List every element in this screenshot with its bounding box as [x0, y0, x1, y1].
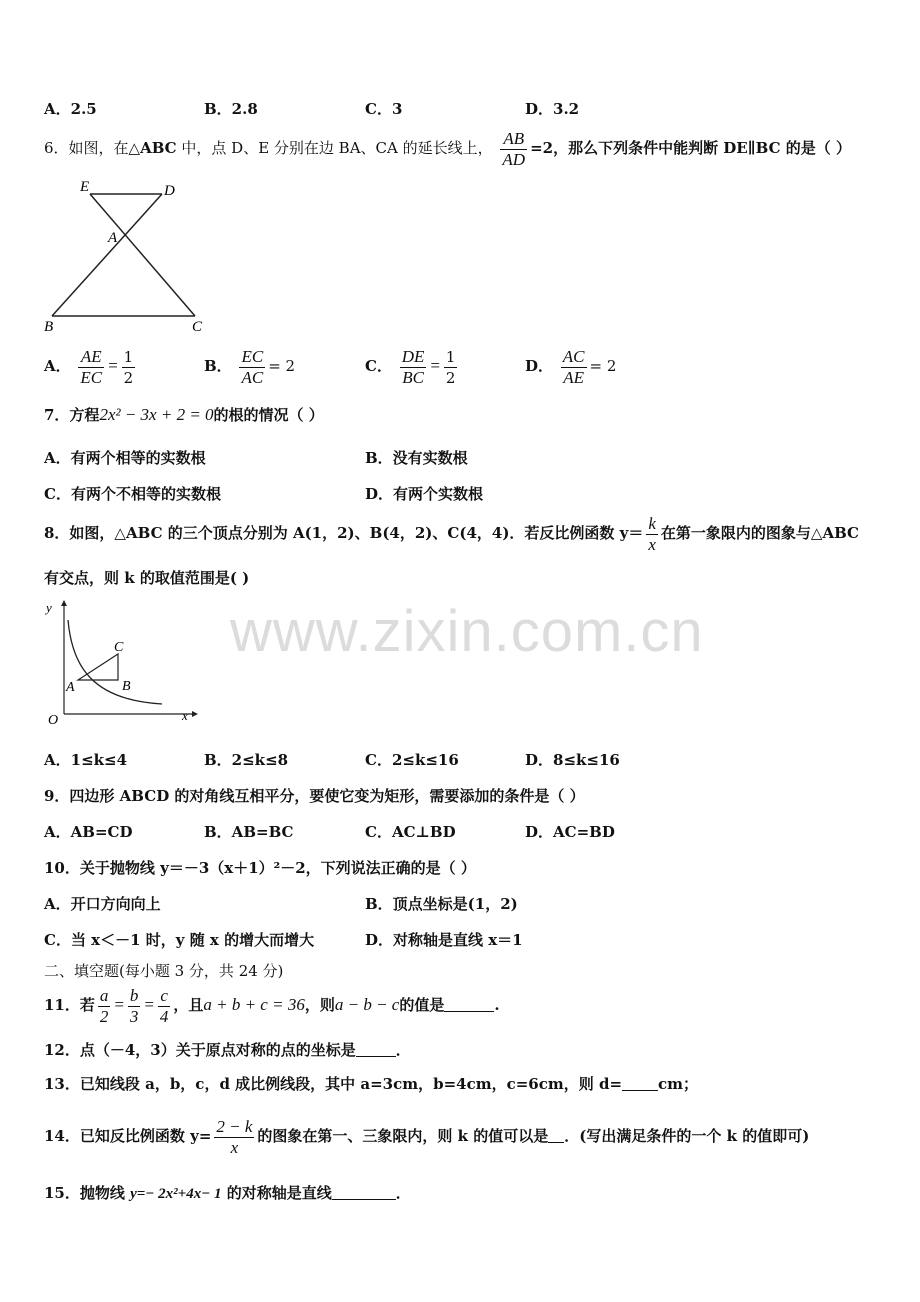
q8-label-x: x — [182, 708, 188, 723]
q8-frac-num: k — [648, 513, 656, 533]
q5-option-a[interactable]: A．2.5 — [44, 100, 97, 118]
q6-suffix: =2，那么下列条件中能判断 DE∥BC 的是（ ） — [530, 139, 852, 157]
q6-option-b-fraction — [239, 347, 265, 388]
q8-option-a[interactable]: A．1≤k≤4 — [44, 751, 128, 769]
q10-option-b[interactable]: B．顶点坐标是(1，2) — [365, 895, 518, 913]
q6-option-d-rhs: = 2 — [589, 357, 617, 375]
q6-option-c-num: DE — [401, 346, 425, 366]
q12-text: 12．点（－4，3）关于原点对称的点的坐标是 — [44, 1041, 356, 1059]
q6-triangle: △ABC — [128, 139, 177, 157]
q11-frac-b-den: 3 — [129, 1006, 139, 1026]
q11-frac-a — [98, 986, 111, 1027]
q8-frac-den: x — [648, 534, 656, 554]
q15-answer-blank[interactable] — [332, 1185, 396, 1200]
q8-label-a: A — [66, 680, 75, 695]
q15-expression: y=− 2x²+4x− 1 — [130, 1186, 222, 1202]
q6-option-d-fraction — [561, 347, 587, 388]
q6-mid: 中，点 D、E 分别在边 BA、CA 的延长线上， — [176, 139, 493, 157]
q8-option-b[interactable]: B．2≤k≤8 — [204, 751, 289, 769]
q6-option-c-den: BC — [402, 367, 424, 387]
q11-frac-b — [128, 986, 141, 1027]
q5-option-c[interactable]: C．3 — [365, 100, 403, 118]
q6-option-c-fraction — [400, 347, 427, 388]
q8-hyperbola — [68, 620, 162, 704]
q8-suffix: 在第一象限内的图象与△ABC — [660, 524, 859, 542]
q12-stem — [44, 1039, 411, 1060]
q13-text: 13．已知线段 a，b，c，d 成比例线段，其中 a=3cm，b=4cm，c=6cm，则 d= — [44, 1075, 623, 1093]
q14-frac-num: 2 − k — [216, 1116, 253, 1136]
q10-option-a[interactable]: A．开口方向向上 — [44, 895, 161, 913]
q11-mid1: ，且 — [173, 996, 204, 1014]
q8-label-y: y — [46, 600, 52, 615]
q6-option-c-rhs-num: 1 — [445, 347, 456, 366]
q15-end: ． — [395, 1184, 411, 1202]
q6-option-a-rhs-num: 1 — [123, 347, 134, 366]
q6-option-a[interactable]: A． $\frac{AE}{EC}$ = $\frac{1}{2}$ — [44, 346, 134, 387]
q7-option-b[interactable]: B．没有实数根 — [365, 449, 468, 467]
q9-stem: 9．四边形 ABCD 的对角线互相平分，要使它变为矩形，需要添加的条件是（ ） — [44, 787, 585, 805]
section-2-heading: 二、填空题(每小题 3 分，共 24 分) — [44, 962, 284, 980]
q6-option-b-letter: B． — [204, 357, 232, 375]
q11-frac-c — [158, 986, 171, 1027]
q8-figure — [40, 596, 200, 728]
q6-option-d-letter: D． — [525, 357, 554, 375]
q14-prefix: 14．已知反比例函数 y= — [44, 1127, 212, 1145]
q6-ratio-fraction — [500, 129, 527, 170]
q6-segment-db — [52, 194, 162, 316]
q12-end: ． — [395, 1041, 411, 1059]
q8-label-c: C — [114, 640, 124, 655]
q11-condition: a + b + c = 36 — [203, 995, 305, 1014]
q11-frac-b-num: b — [129, 985, 139, 1005]
q6-label-e: E — [80, 179, 90, 195]
q6-figure — [40, 176, 220, 336]
q13-answer-blank[interactable] — [622, 1076, 658, 1091]
q7-stem — [44, 404, 324, 425]
q5-option-d[interactable]: D．3.2 — [525, 100, 580, 118]
q6-option-a-letter: A． — [44, 357, 71, 375]
q6-option-b-rhs: = 2 — [268, 357, 296, 375]
q6-segment-ec — [90, 194, 195, 316]
q11-prefix: 11．若 — [44, 996, 95, 1014]
q11-frac-a-num: a — [99, 985, 109, 1005]
q6-label-b: B — [44, 319, 54, 335]
q6-ratio-num: AB — [500, 129, 527, 150]
q8-label-b: B — [122, 679, 131, 694]
q6-stem — [44, 126, 851, 170]
q6-option-a-num: AE — [78, 347, 104, 368]
q6-option-a-fraction — [78, 347, 104, 388]
q15-suffix: 的对称轴是直线 — [221, 1184, 332, 1202]
q15-stem — [44, 1182, 411, 1203]
q11-end: . — [494, 996, 500, 1014]
q9-option-a[interactable]: A．AB=CD — [44, 823, 133, 841]
q8-prefix: 8．如图，△ABC 的三个顶点分别为 A(1，2)、B(4，2)、C(4，4)．若反比例函数 y＝ — [44, 524, 644, 542]
q10-stem: 10．关于抛物线 y＝－3（x＋1）²－2，下列说法正确的是（ ） — [44, 859, 476, 877]
q11-mid2: ，则 — [304, 996, 335, 1014]
q7-option-d[interactable]: D．有两个实数根 — [365, 485, 484, 503]
q7-option-a[interactable]: A．有两个相等的实数根 — [44, 449, 206, 467]
q6-option-c-rhs — [444, 347, 458, 388]
q8-stem-line1 — [44, 511, 859, 555]
q6-option-a-rhs — [122, 347, 136, 388]
q8-option-c[interactable]: C．2≤k≤16 — [365, 751, 459, 769]
q8-stem-line2: 有交点，则 k 的取值范围是( ) — [44, 569, 250, 587]
q6-option-a-den: EC — [80, 367, 103, 387]
q8-y-arrow — [61, 600, 67, 606]
q6-option-b-den: AC — [241, 367, 264, 387]
q14-fraction — [214, 1117, 254, 1158]
q11-frac-c-num: c — [158, 986, 171, 1007]
q11-answer-blank[interactable] — [444, 997, 494, 1012]
q6-label-d: D — [164, 183, 175, 199]
q8-label-o: O — [48, 713, 59, 728]
q12-answer-blank[interactable] — [356, 1042, 396, 1057]
q6-option-d-den: AE — [563, 367, 585, 387]
q6-option-b[interactable] — [204, 344, 295, 388]
q11-frac-a-den: 2 — [99, 1006, 109, 1026]
q14-frac-den: x — [230, 1137, 239, 1157]
q6-label-c: C — [192, 319, 203, 335]
q8-fraction — [646, 514, 658, 555]
q15-prefix: 15．抛物线 — [44, 1184, 131, 1202]
q11-frac-c-den: 4 — [159, 1006, 169, 1026]
q7-suffix: 的根的情况（ ） — [213, 406, 324, 424]
watermark: www.zixin.com.cn — [230, 599, 704, 664]
q6-option-a-rhs-den: 2 — [123, 368, 134, 387]
q13-stem — [44, 1073, 698, 1094]
q6-option-d[interactable] — [525, 344, 616, 388]
q7-prefix: 7．方程 — [44, 406, 100, 424]
q6-option-c[interactable]: C． $\frac{DE}{BC}$ = $\frac{1}{2}$ — [365, 346, 456, 387]
q10-option-d[interactable]: D．对称轴是直线 x＝1 — [365, 931, 523, 949]
q6-prefix: 6．如图，在 — [44, 139, 129, 157]
q14-suffix: 的图象在第一、三象限内，则 k 的值可以是 — [257, 1127, 549, 1145]
q9-option-c[interactable]: C．AC⊥BD — [365, 823, 456, 841]
q14-end: ．(写出满足条件的一个 k 的值即可) — [564, 1127, 810, 1145]
q8-triangle — [78, 654, 118, 680]
q6-label-a: A — [108, 230, 118, 246]
q6-option-d-num: AC — [562, 346, 585, 366]
q9-option-b[interactable]: B．AB=BC — [204, 823, 294, 841]
q13-end: cm； — [658, 1075, 699, 1093]
q6-option-c-rhs-den: 2 — [445, 368, 456, 387]
q5-option-b[interactable]: B．2.8 — [204, 100, 258, 118]
q11-expression: a − b − c — [334, 995, 400, 1014]
q10-option-c[interactable]: C．当 x＜－1 时，y 随 x 的增大而增大 — [44, 931, 315, 949]
q11-suffix: 的值是 — [399, 996, 445, 1014]
q7-option-c[interactable]: C．有两个不相等的实数根 — [44, 485, 221, 503]
q8-option-d[interactable]: D．8≤k≤16 — [525, 751, 620, 769]
q14-answer-blank[interactable] — [548, 1128, 564, 1143]
q6-ratio-den: AD — [502, 149, 526, 169]
q6-option-b-num: EC — [241, 346, 264, 366]
q8-x-arrow — [192, 711, 198, 717]
q7-equation: 2x² − 3x + 2 = 0 — [99, 405, 214, 424]
q6-option-c-letter: C． — [365, 357, 392, 375]
q14-stem — [44, 1114, 809, 1158]
q11-stem: 11．若 $\frac{a}{2}$ = $\frac{b}{3}$ = $\frac{c}{4}$ ，且a + b + c = 36，则a − b − c的值是 . — [44, 985, 500, 1026]
q9-option-d[interactable]: D．AC=BD — [525, 823, 615, 841]
